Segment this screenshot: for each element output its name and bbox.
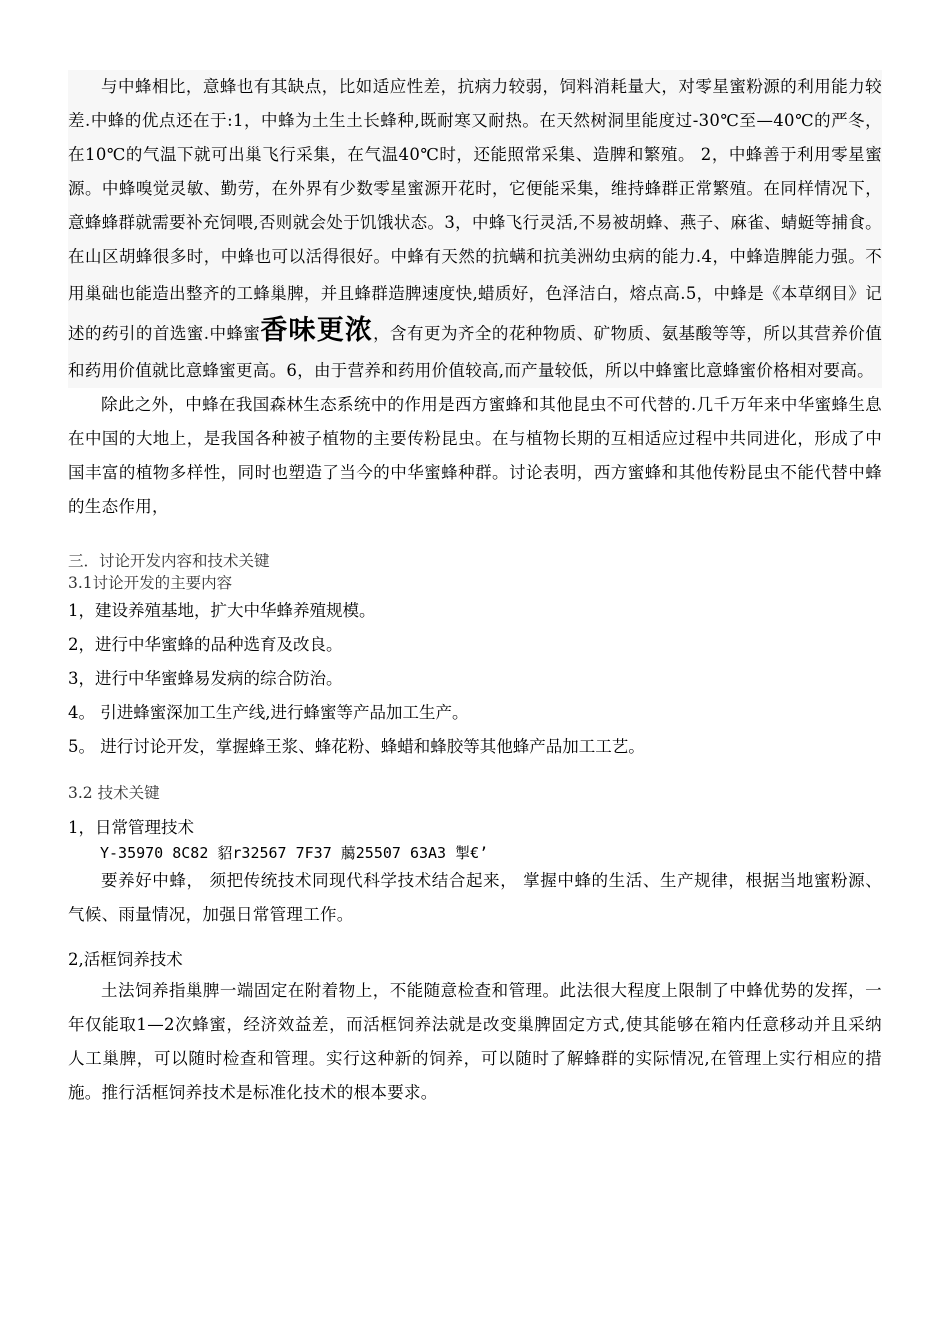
paragraph-advantages-part-b: 蜂是《本草纲目》记述的药引的首选蜜.中蜂蜜 [68,284,882,343]
paragraph-advantages-part-a: 与中蜂相比，意蜂也有其缺点，比如适应性差，抗病力较弱，饲料消耗量大，对零星蜜粉源的利用能力较差.中蜂的优点还在于:1，中蜂为土生土长蜂种,既耐寒又耐热。在天然树洞里能度过-30℃至—40℃的严冬，在10℃的气温下就可出巢飞行采集，在气温40℃时，还能照常采集、造脾和繁殖。 2，中蜂善于利用零星蜜源。中蜂嗅觉灵敏、勤劳，在外界有少数零星蜜源开花时，它便能采集，维持蜂群正常繁殖。在同样情况下，意蜂蜂群就需要补充饲喂,否则就会处于饥饿状态。3，中蜂飞行灵活,不易被胡蜂、燕子、麻雀、蜻蜓等捕食。在山区胡蜂很多时，中蜂也可以活得很好。中蜂有天然的抗螨和抗美洲幼虫病的能力.4，中蜂造脾能力强。不用巢础也能造出整齐的工蜂巢脾，并且蜂群造脾速度快,蜡质好，色泽洁白，熔点高.5，中 [68,77,882,303]
list-item: 1，建设养殖基地，扩大中华蜂养殖规模。 [68,601,376,620]
tech2-body: 土法饲养指巢脾一端固定在附着物上，不能随意检查和管理。此法很大程度上限制了中蜂优势的发挥，一年仅能取1—2次蜂蜜，经济效益差，而活框饲养法就是改变巢脾固定方式,使其能够在箱内任意移动并且采纳人工巢脾，可以随时检查和管理。实行这种新的饲养，可以随时了解蜂群的实际情况,在管理上实行相应的措施。推行活框饲养技术是标准化技术的根本要求。 [68,981,882,1102]
tech1-code-line: Y-35970 8C82 貂r32567 7F37 﨟25507 63A3 掣€’ [100,844,489,862]
paragraph-advantages-part-c: ，含有更为齐全的花种物质、矿物质、氨基酸等等，所以其营养价值和药用价值就比意蜂蜜更高。6，由于营养和药用价值较高,而产量较低，所以中蜂蜜比意蜂蜜价格相对要高。 [68,324,883,380]
paragraph-advantages [68,70,882,388]
tech1-body: 要养好中蜂， 须把传统技术同现代科学技术结合起来， 掌握中蜂的生活、生产规律，根据当地蜜粉源、气候、雨量情况，加强日常管理工作。 [68,871,882,924]
shaded-paragraph-block [68,70,882,388]
list-item: 5。 进行讨论开发，掌握蜂王浆、蜂花粉、蜂蜡和蜂胶等其他蜂产品加工工艺。 [68,737,645,756]
paragraph-ecology: 除此之外，中蜂在我国森林生态系统中的作用是西方蜜蜂和其他昆虫不可代替的.几千万年来中华蜜蜂生息在中国的大地上，是我国各种被子植物的主要传粉昆虫。在与植物长期的互相适应过程中共同进化，形成了中国丰富的植物多样性，同时也塑造了当今的中华蜜蜂种群。讨论表明，西方蜜蜂和其他传粉昆虫不能代替中蜂的生态作用， [68,395,882,516]
subsection-title-3-1: 3.1讨论开发的主要内容 [68,574,233,592]
tech1-title: 1，日常管理技术 [68,818,194,837]
list-item: 4。 引进蜂蜜深加工生产线,进行蜂蜜等产品加工生产。 [68,703,469,722]
document-page [68,70,882,1110]
tech2-title: 2,活框饲养技术 [68,950,183,969]
list-item: 2，进行中华蜜蜂的品种选育及改良。 [68,635,343,654]
subsection-title-3-2: 3.2 技术关键 [68,784,160,802]
emphasis-text: 香味更浓 [260,315,374,346]
list-item: 3，进行中华蜜蜂易发病的综合防治。 [68,669,343,688]
section-title: 三．讨论开发内容和技术关键 [68,552,270,570]
content-list [68,594,882,764]
